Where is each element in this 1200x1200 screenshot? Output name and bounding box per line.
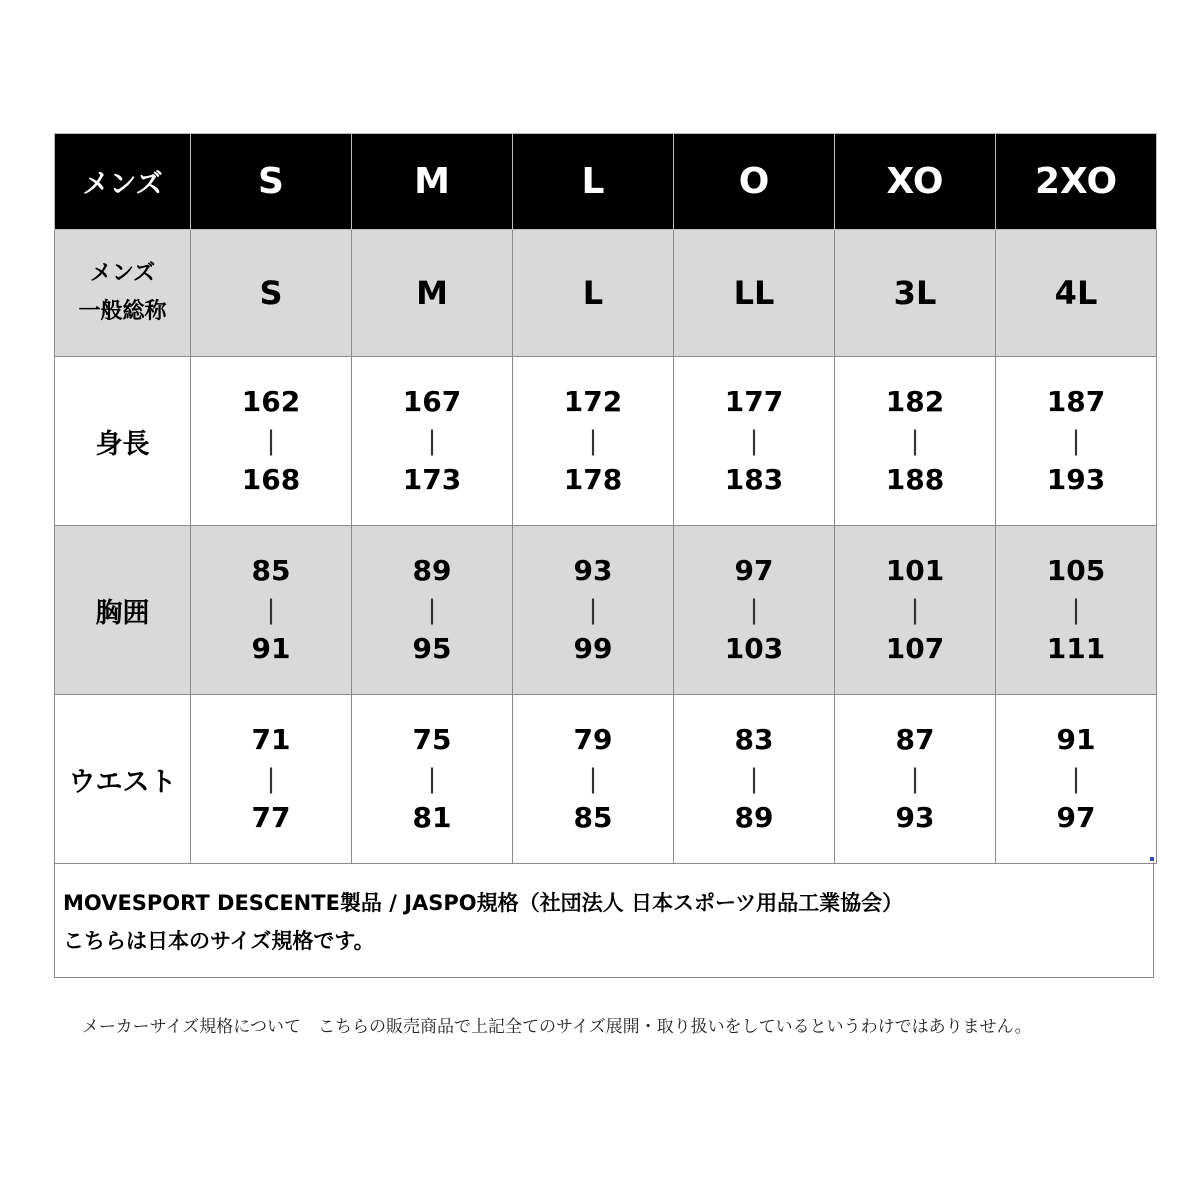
range-to: 81 (412, 801, 452, 834)
range-cell (835, 526, 996, 695)
range-cell (996, 357, 1157, 526)
general-size-label-line1: メンズ (89, 261, 156, 286)
range-separator: | (749, 764, 759, 794)
range-to: 111 (1046, 632, 1106, 665)
general-size-cell: 3L (835, 230, 996, 357)
range-separator: | (910, 426, 920, 456)
range-from: 93 (573, 554, 613, 587)
range-separator: | (1071, 426, 1081, 456)
range-cell (191, 695, 352, 864)
range-separator: | (910, 764, 920, 794)
range-cell (674, 695, 835, 864)
range-from: 167 (402, 385, 462, 418)
range-separator: | (588, 764, 598, 794)
range-cell (352, 357, 513, 526)
range-separator: | (266, 426, 276, 456)
range-to: 77 (251, 801, 291, 834)
size-chart-table (54, 133, 1157, 864)
range-from: 71 (251, 723, 291, 756)
range-separator: | (749, 426, 759, 456)
range-separator: | (910, 595, 920, 625)
range-separator: | (588, 595, 598, 625)
range-to: 183 (724, 463, 784, 496)
range-cell (352, 695, 513, 864)
size-header-cell: O (674, 134, 835, 230)
general-size-label-line2: 一般総称 (78, 299, 167, 324)
range-cell (513, 357, 674, 526)
range-cell (835, 695, 996, 864)
range-cell (513, 526, 674, 695)
range-to: 85 (573, 801, 613, 834)
size-header-cell: L (513, 134, 674, 230)
range-to: 168 (241, 463, 301, 496)
header-row (55, 134, 1157, 230)
range-from: 162 (241, 385, 301, 418)
general-size-cell: M (352, 230, 513, 357)
size-standard-note (54, 862, 1154, 978)
range-from: 182 (885, 385, 945, 418)
range-to: 99 (573, 632, 613, 665)
height-row (55, 357, 1157, 526)
range-separator: | (427, 426, 437, 456)
range-to: 178 (563, 463, 623, 496)
size-header-cell: 2XO (996, 134, 1157, 230)
range-from: 87 (895, 723, 935, 756)
range-to: 173 (402, 463, 462, 496)
range-separator: | (749, 595, 759, 625)
general-size-label (55, 230, 191, 357)
note-line-1: MOVESPORT DESCENTE製品 / JASPO規格（社団法人 日本スポーツ用品工業協会） (63, 891, 904, 915)
range-from: 101 (885, 554, 945, 587)
general-size-cell: L (513, 230, 674, 357)
size-header-cell: S (191, 134, 352, 230)
note-line-2: こちらは日本のサイズ規格です。 (63, 929, 375, 953)
range-separator: | (588, 426, 598, 456)
range-to: 93 (895, 801, 935, 834)
range-from: 172 (563, 385, 623, 418)
range-cell (513, 695, 674, 864)
range-from: 75 (412, 723, 452, 756)
range-from: 89 (412, 554, 452, 587)
range-cell (674, 357, 835, 526)
range-cell (191, 526, 352, 695)
range-cell (674, 526, 835, 695)
range-from: 83 (734, 723, 774, 756)
range-from: 97 (734, 554, 774, 587)
range-separator: | (1071, 764, 1081, 794)
size-header-cell: XO (835, 134, 996, 230)
range-to: 107 (885, 632, 945, 665)
range-separator: | (427, 764, 437, 794)
range-to: 97 (1056, 801, 1096, 834)
range-to: 89 (734, 801, 774, 834)
range-to: 103 (724, 632, 784, 665)
waist-label: ウエスト (55, 695, 191, 864)
range-from: 85 (251, 554, 291, 587)
height-label: 身長 (55, 357, 191, 526)
range-from: 105 (1046, 554, 1106, 587)
general-size-cell: 4L (996, 230, 1157, 357)
range-from: 187 (1046, 385, 1106, 418)
range-cell (352, 526, 513, 695)
range-separator: | (427, 595, 437, 625)
corner-marker (1150, 857, 1154, 861)
range-separator: | (266, 595, 276, 625)
header-label: メンズ (55, 134, 191, 230)
chest-label: 胸囲 (55, 526, 191, 695)
range-cell (191, 357, 352, 526)
range-to: 91 (251, 632, 291, 665)
range-to: 95 (412, 632, 452, 665)
range-from: 91 (1056, 723, 1096, 756)
range-separator: | (1071, 595, 1081, 625)
disclaimer-text: メーカーサイズ規格について こちらの販売商品で上記全てのサイズ展開・取り扱いをしているというわけではありません。 (82, 1017, 1032, 1037)
range-cell (996, 526, 1157, 695)
general-size-cell: LL (674, 230, 835, 357)
range-cell (835, 357, 996, 526)
range-from: 177 (724, 385, 784, 418)
range-cell (996, 695, 1157, 864)
general-size-cell: S (191, 230, 352, 357)
range-from: 79 (573, 723, 613, 756)
range-to: 188 (885, 463, 945, 496)
chest-row (55, 526, 1157, 695)
general-size-row (55, 230, 1157, 357)
size-header-cell: M (352, 134, 513, 230)
range-to: 193 (1046, 463, 1106, 496)
waist-row (55, 695, 1157, 864)
range-separator: | (266, 764, 276, 794)
